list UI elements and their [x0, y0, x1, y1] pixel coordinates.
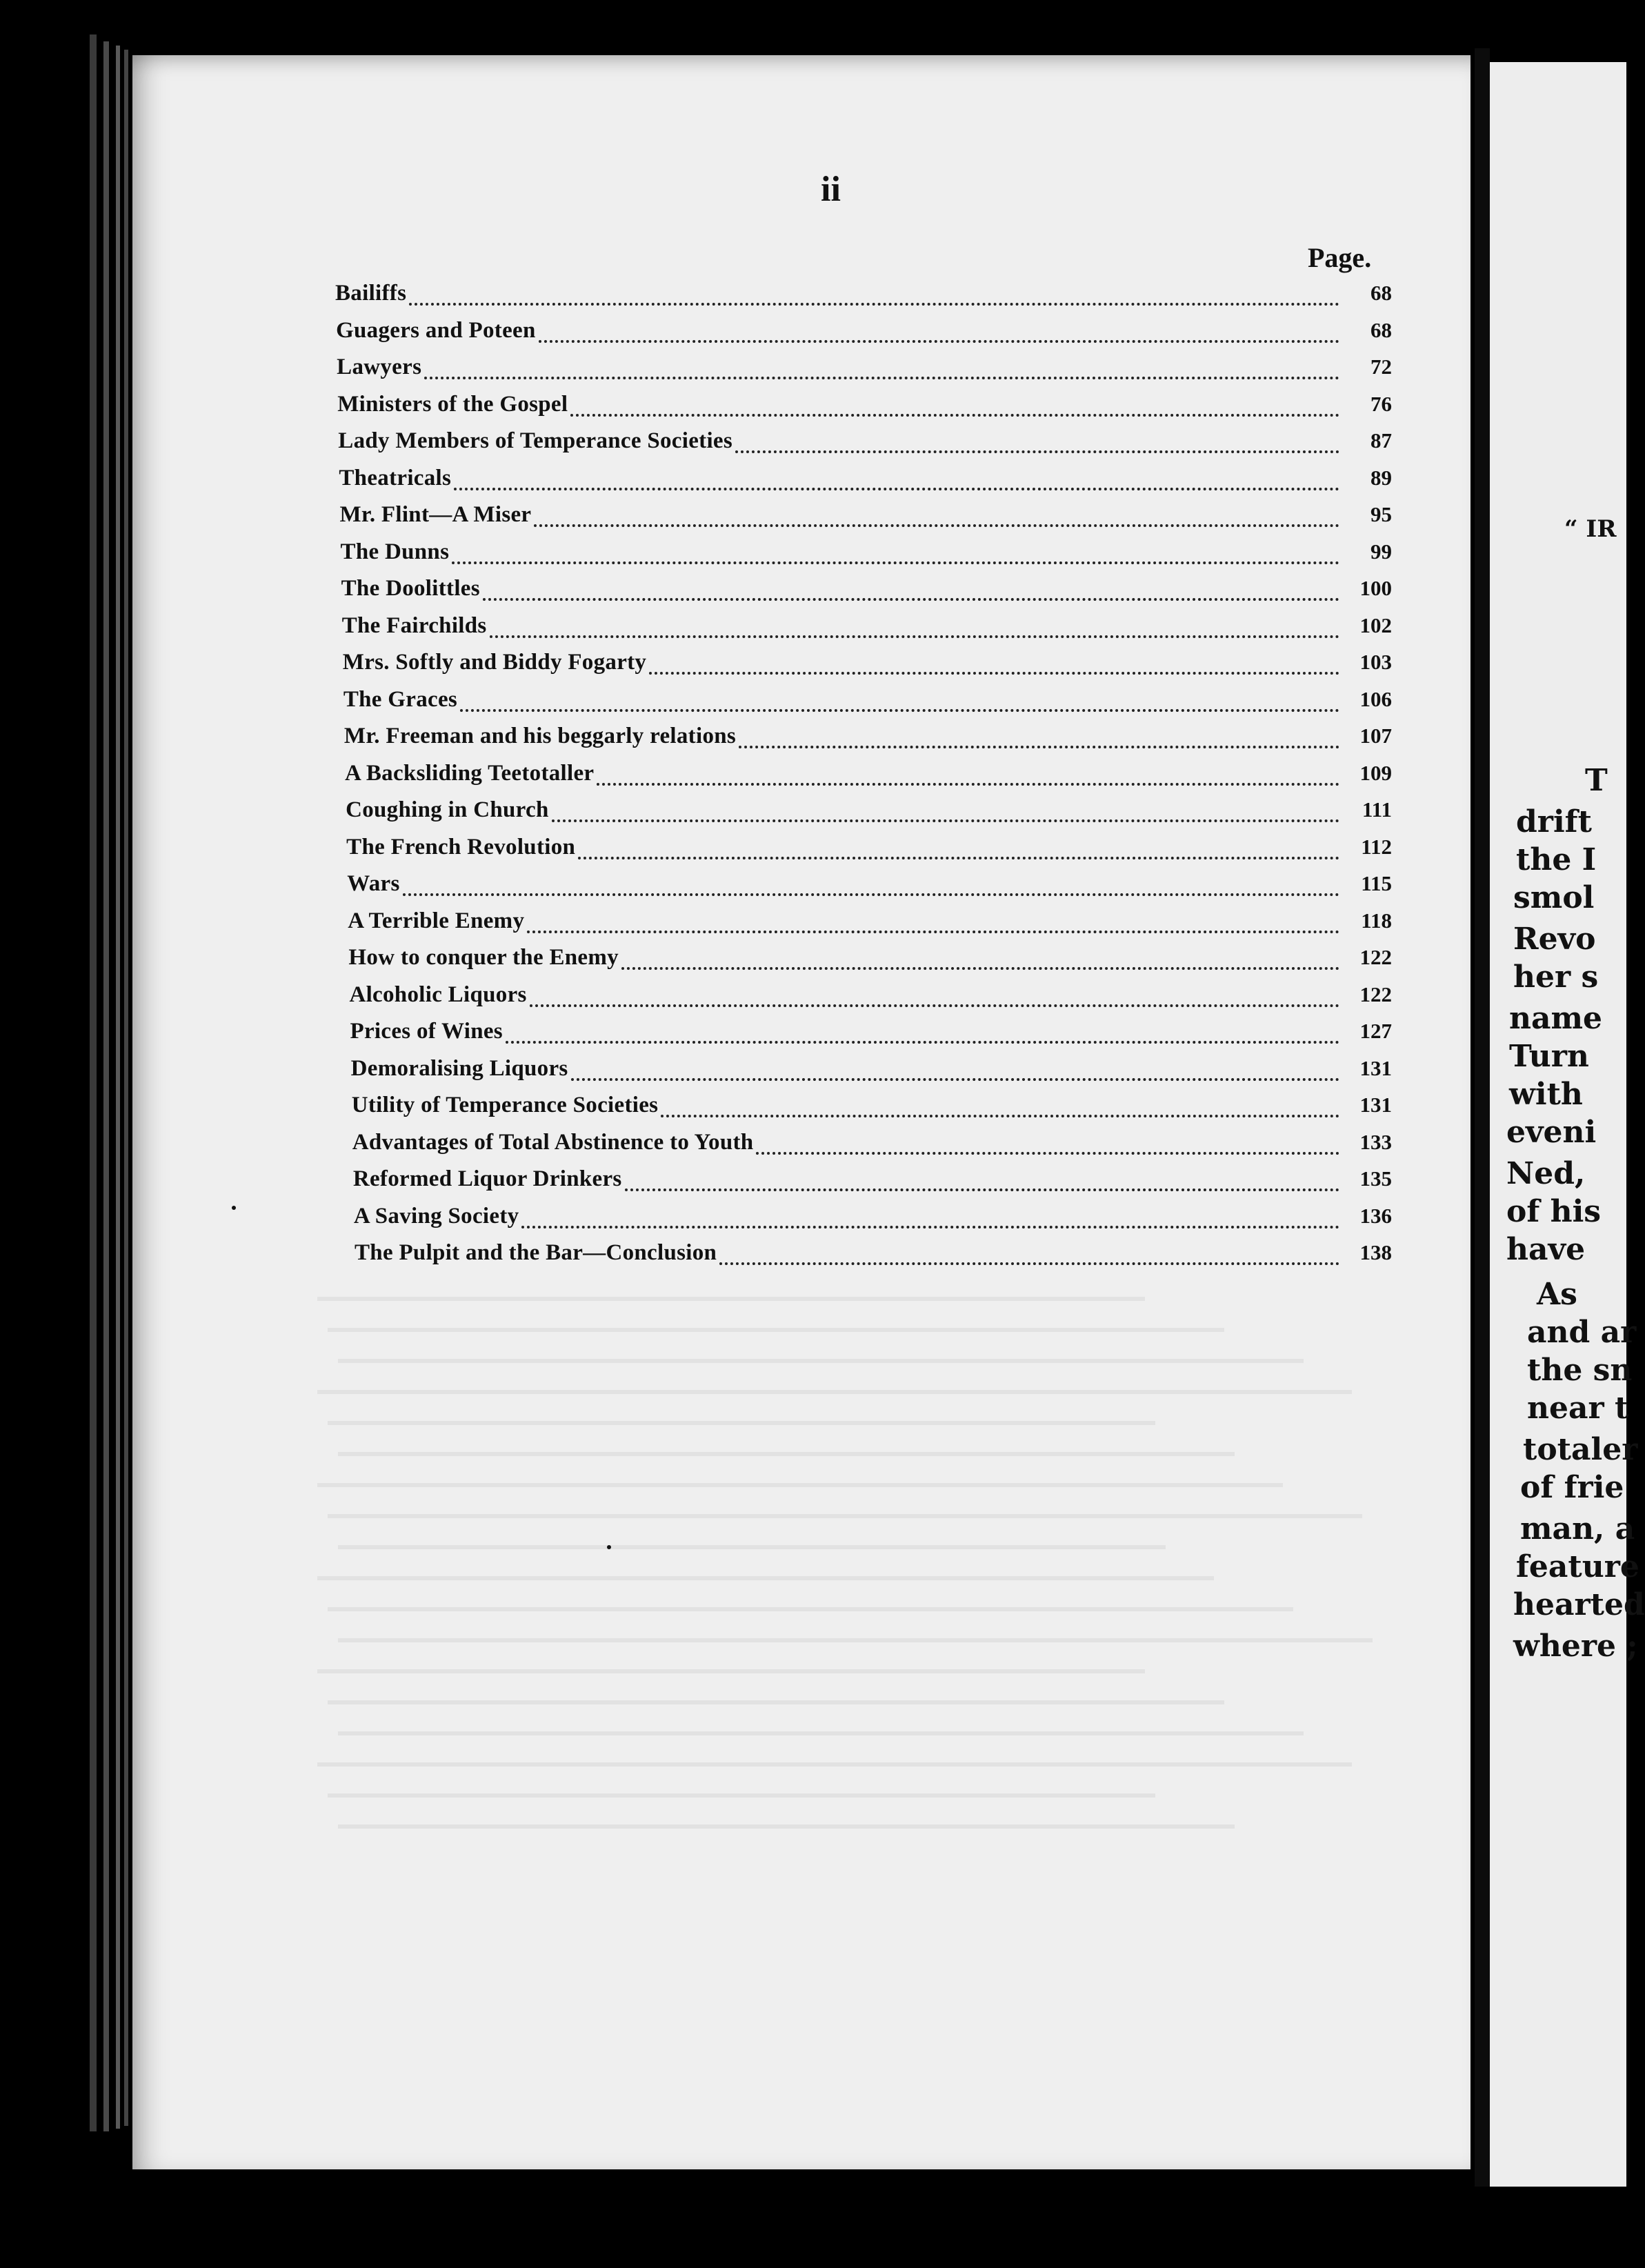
toc-entry [352, 1130, 1392, 1160]
toc-entry [338, 428, 1392, 459]
toc-entry [349, 982, 1392, 1013]
toc-entry-page: 106 [1359, 686, 1392, 711]
toc-entry [351, 1056, 1392, 1086]
toc-entry-title: Advantages of Total Abstinence to Youth [352, 1129, 754, 1155]
toc-leader-dots [483, 598, 1339, 601]
toc-entry-page: 87 [1370, 428, 1392, 452]
toc-entry-title: Prices of Wines [350, 1019, 503, 1044]
toc-entry [343, 650, 1392, 680]
toc-entry [341, 539, 1392, 570]
toc-entry [348, 945, 1392, 975]
toc-leader-dots [552, 819, 1339, 822]
facing-page-line: totaler [1523, 1432, 1638, 1467]
facing-page-line: have [1506, 1232, 1586, 1267]
toc-entry-page: 122 [1359, 945, 1392, 969]
show-through-line [317, 1762, 1352, 1767]
toc-leader-dots [625, 1188, 1339, 1191]
toc-entry-page: 133 [1359, 1129, 1392, 1154]
show-through-line [317, 1576, 1214, 1580]
facing-page-line: hearted [1513, 1587, 1645, 1622]
toc-entry-title: Coughing in Church [346, 797, 549, 822]
toc-entry [350, 1019, 1392, 1049]
toc-entry-page: 68 [1370, 281, 1392, 305]
toc-leader-dots [649, 672, 1339, 675]
show-through-line [328, 1793, 1155, 1798]
toc-entry-title: Wars [347, 871, 400, 896]
toc-leader-dots [403, 893, 1339, 896]
facing-page-line: T [1585, 763, 1608, 798]
facing-page-line: her s [1513, 959, 1599, 995]
toc-leader-dots [527, 931, 1339, 933]
toc-entry-page: 89 [1370, 465, 1392, 490]
show-through-line [338, 1731, 1304, 1735]
toc-leader-dots [454, 488, 1339, 490]
toc-leader-dots [460, 709, 1339, 712]
toc-entry-page: 127 [1359, 1019, 1392, 1043]
toc-entry [346, 835, 1392, 865]
toc-entry-title: The Graces [343, 686, 458, 712]
toc-entry-title: The Doolittles [341, 576, 480, 601]
toc-entry-title: Bailiffs [335, 281, 407, 306]
facing-page-line: Ned, [1506, 1156, 1586, 1191]
show-through-line [328, 1421, 1155, 1425]
facing-page-line: As [1537, 1277, 1577, 1312]
toc-entry-page: 115 [1361, 871, 1392, 895]
show-through-line [317, 1297, 1145, 1301]
toc-entry-page: 131 [1359, 1055, 1392, 1080]
toc-entry-title: Lawyers [337, 355, 422, 379]
toc-entry [336, 318, 1392, 348]
toc-entry [341, 576, 1392, 606]
facing-page-line: of his [1506, 1194, 1602, 1229]
page-edge [116, 46, 120, 2129]
toc-entry-page: 111 [1362, 797, 1392, 822]
toc-entry [354, 1204, 1392, 1234]
toc-leader-dots [534, 524, 1339, 527]
toc-entry-page: 103 [1359, 650, 1392, 674]
toc-entry-page: 122 [1359, 982, 1392, 1006]
facing-page-line: feature [1516, 1549, 1639, 1584]
toc-leader-dots [719, 1262, 1339, 1265]
toc-entry-title: Utility of Temperance Societies [351, 1093, 659, 1117]
toc-entry [343, 687, 1392, 717]
toc-entry-title: The French Revolution [346, 834, 576, 859]
toc-leader-dots [661, 1115, 1339, 1117]
toc-leader-dots [578, 857, 1339, 859]
toc-entry-page: 100 [1359, 576, 1392, 600]
toc-entry-title: A Backsliding Teetotaller [345, 760, 595, 786]
facing-page-line: smol [1513, 880, 1595, 915]
toc-leader-dots [506, 1041, 1339, 1044]
toc-leader-dots [597, 783, 1339, 786]
show-through-line [328, 1514, 1362, 1518]
facing-page-line: near t [1527, 1391, 1629, 1426]
toc-entry [342, 613, 1392, 644]
toc-entry-page: 68 [1370, 317, 1392, 342]
toc-entry-title: Reformed Liquor Drinkers [352, 1166, 622, 1191]
toc-entry-title: Mr. Flint—A Miser [339, 502, 532, 527]
toc-entry-page: 99 [1370, 539, 1392, 564]
facing-page-line: and ar [1527, 1315, 1637, 1350]
toc-entry-page: 102 [1359, 613, 1392, 637]
toc-entry [339, 466, 1392, 496]
show-through-line [338, 1359, 1304, 1363]
toc-leader-dots [571, 1078, 1339, 1081]
toc-entry-title: The Fairchilds [341, 613, 487, 638]
toc-entry [345, 761, 1392, 791]
toc-entry-page: 72 [1370, 355, 1392, 379]
show-through-line [338, 1824, 1235, 1829]
toc-entry-page: 135 [1359, 1166, 1392, 1191]
show-through-line [338, 1545, 1166, 1549]
toc-entry-title: The Pulpit and the Bar—Conclusion [355, 1240, 717, 1265]
page-number: ii [821, 170, 841, 209]
show-through-line [328, 1607, 1293, 1611]
toc-entry-page: 95 [1370, 502, 1392, 526]
toc-entry [344, 724, 1392, 754]
toc-leader-dots [739, 746, 1339, 748]
facing-page-line: drift [1516, 804, 1592, 839]
page-edge [103, 41, 109, 2131]
toc-entry [352, 1093, 1392, 1123]
show-through-line [317, 1390, 1352, 1394]
page-edge [90, 34, 97, 2131]
facing-page-line: the sn [1527, 1353, 1633, 1388]
toc-leader-dots [409, 303, 1339, 306]
book-gutter [1475, 48, 1490, 2187]
facing-page [1490, 62, 1645, 2187]
toc-entry-title: Mr. Freeman and his beggarly relations [343, 724, 737, 748]
toc-entry [355, 1240, 1392, 1271]
toc-entry [339, 502, 1392, 533]
toc-entry-title: The Dunns [340, 539, 450, 564]
show-through-line [328, 1328, 1224, 1332]
toc-entry-title: Alcoholic Liquors [349, 982, 527, 1007]
toc-entry-page: 118 [1361, 908, 1392, 933]
toc-entry-page: 107 [1359, 724, 1392, 748]
show-through-line [317, 1483, 1283, 1487]
toc-entry-title: A Saving Society [353, 1203, 519, 1228]
facing-page-line: eveni [1506, 1115, 1597, 1150]
page-column-heading: Page. [1308, 242, 1372, 273]
toc-entry [337, 392, 1392, 422]
toc-leader-dots [521, 1226, 1339, 1228]
toc-entry-title: Mrs. Softly and Biddy Fogarty [342, 650, 647, 675]
facing-page-line: Turn [1509, 1039, 1589, 1074]
show-through-line [338, 1452, 1235, 1456]
facing-page-line: Revo [1513, 922, 1596, 957]
toc-entry-page: 138 [1359, 1240, 1392, 1264]
toc-entry-title: A Terrible Enemy [348, 908, 525, 933]
toc-leader-dots [539, 340, 1339, 343]
toc-entry-title: Guagers and Poteen [336, 317, 536, 343]
ink-speck [607, 1545, 611, 1549]
toc-entry-title: How to conquer the Enemy [348, 945, 619, 970]
toc-entry-page: 109 [1359, 760, 1392, 785]
toc-leader-dots [490, 635, 1339, 638]
toc-entry [353, 1166, 1392, 1197]
toc-entry-title: Lady Members of Temperance Societies [338, 428, 732, 453]
show-through-line [338, 1638, 1373, 1642]
facing-page-line: man, a [1520, 1511, 1635, 1546]
show-through-line [328, 1700, 1224, 1704]
toc-leader-dots [570, 414, 1339, 417]
facing-page-line: name [1509, 1001, 1603, 1036]
facing-page-line: with [1509, 1077, 1583, 1112]
facing-page-line: of frie [1520, 1470, 1624, 1505]
toc-leader-dots [621, 967, 1339, 970]
facing-page-line: the I [1516, 842, 1597, 877]
toc-leader-dots [530, 1004, 1339, 1007]
toc-leader-dots [452, 561, 1339, 564]
toc-leader-dots [756, 1152, 1339, 1155]
toc-entry-page: 112 [1361, 834, 1392, 859]
toc-entry-page: 136 [1359, 1203, 1392, 1228]
toc-entry-title: Ministers of the Gospel [337, 391, 568, 417]
toc-entry [346, 797, 1392, 828]
toc-entry-title: Demoralising Liquors [350, 1055, 568, 1081]
show-through-line [317, 1669, 1145, 1673]
facing-page-line: “ IR [1564, 515, 1617, 543]
toc-entry-page: 76 [1370, 391, 1392, 416]
toc-leader-dots [735, 450, 1339, 453]
toc-entry-page: 131 [1359, 1093, 1392, 1117]
toc-entry [337, 355, 1392, 385]
toc-entry-title: Theatricals [339, 465, 452, 490]
page-edge [124, 50, 128, 2126]
toc-leader-dots [424, 377, 1339, 379]
toc-entry [348, 908, 1392, 939]
toc-entry [335, 281, 1392, 311]
facing-page-line: where ; [1513, 1629, 1638, 1664]
ink-speck [232, 1206, 236, 1210]
toc-entry [347, 871, 1392, 902]
